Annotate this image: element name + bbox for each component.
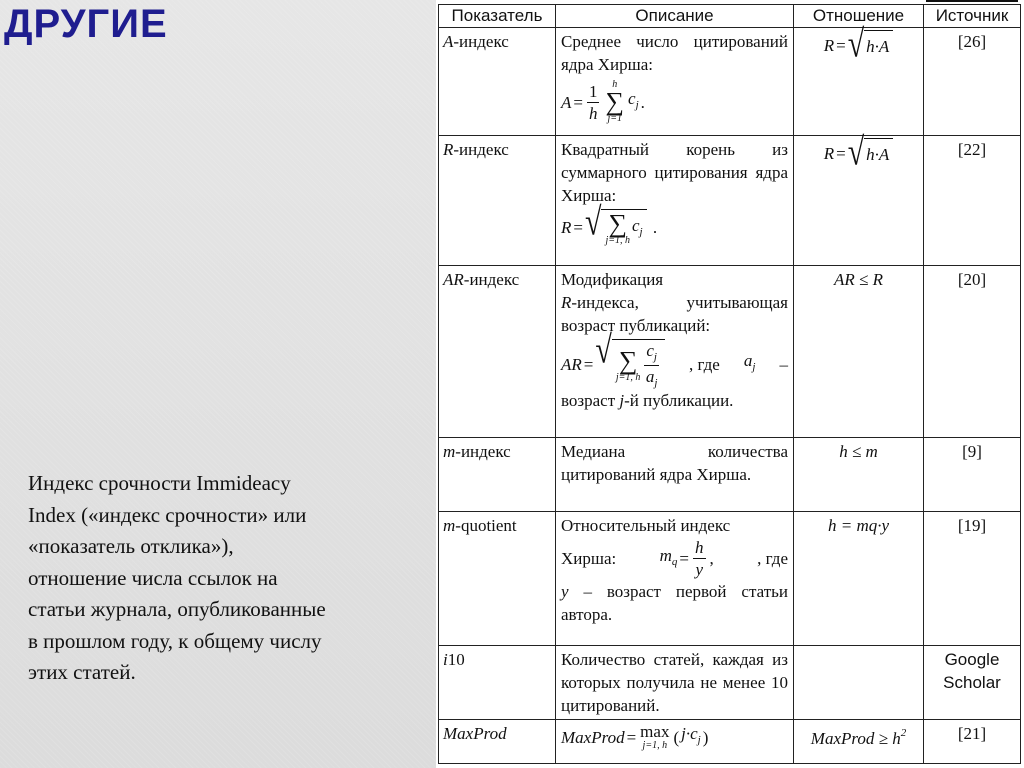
header-indicator: Показатель — [439, 5, 556, 28]
table-row — [439, 266, 1021, 438]
table-row — [439, 136, 1021, 266]
table-row — [439, 438, 1021, 512]
indicator-description: Среднее число цитирований ядра Хирша: A = $\frac{1}{h}$ h ∑ j=1 $c_j$ . — [556, 28, 794, 136]
indicator-name: R-индекс — [439, 136, 556, 266]
indicator-description: Модификация R-индекса, учитывающая возраст публикаций: AR = √ ∑ j=1, h $\frac{c_j}{a_j}$ , где $a_j$ – возраст j-й публикации. — [556, 266, 794, 438]
indicator-description: Медиана количества цитирований ядра Хирша. — [556, 438, 794, 512]
formula-r-index: R = √ ∑ j=1, h $c_j$ . — [561, 200, 658, 246]
indicator-name: m-индекс — [439, 438, 556, 512]
formula-m-quotient: Хирша: $m_q$ = $\frac{h}{y}$ , , где — [561, 538, 788, 579]
indicator-source: [9] — [924, 438, 1021, 512]
indicator-relation — [794, 130, 924, 266]
indicator-name: m-quotient — [439, 512, 556, 646]
table-row — [439, 28, 1021, 136]
header-description: Описание — [556, 5, 794, 28]
formula-ar-index: AR = √ ∑ j=1, h $\frac{c_j}{a_j}$ , где $a_j$ – — [561, 328, 788, 389]
indicator-source: Google Scholar — [924, 646, 1021, 720]
indices-table — [438, 4, 1021, 764]
relation-formula: R = √ h·A — [799, 138, 918, 168]
table-header-row — [439, 5, 1021, 28]
relation-formula: R = √ h·A — [799, 30, 918, 60]
top-tab-decoration — [926, 0, 1018, 2]
indicator-description: Количество статей, каждая из которых получила не менее 10 цитирований. — [556, 646, 794, 720]
indicator-relation: h = mq·y — [794, 512, 924, 646]
table-row — [439, 646, 1021, 720]
indicator-name: A-индекс — [439, 28, 556, 136]
indicator-name: i10 — [439, 646, 556, 720]
table-row — [439, 720, 1021, 764]
table-panel — [436, 0, 1024, 768]
side-description: Индекс срочности Immideacy Index («индекс срочности» или «показатель отклика»), отношение числа ссылок на статьи журнала, опубликованные в прошлом году, к общему числу этих статей. — [28, 471, 326, 684]
indicator-relation — [794, 646, 924, 720]
indicator-description: Квадратный корень из суммарного цитирования ядра Хирша: R = √ ∑ j=1, h $c_j$ . — [556, 136, 794, 266]
header-source: Источник — [924, 5, 1021, 28]
indicator-description: Относительный индекс Хирша: $m_q$ = $\frac{h}{y}$ , , где y – возраст первой статьи автора. — [556, 512, 794, 646]
indicator-name: MaxProd — [439, 720, 556, 764]
indicator-source: [22] — [924, 136, 1021, 266]
indicator-relation — [794, 22, 924, 136]
indicator-source: [19] — [924, 512, 1021, 646]
indicator-relation: h ≤ m — [794, 438, 924, 512]
indicator-relation: AR ≤ R — [794, 266, 924, 438]
formula-maxprod: MaxProd = max j=1, h ( $j\cdot c_j$ ) — [561, 722, 709, 751]
indicator-name: AR-индекс — [439, 266, 556, 438]
formula-a-index: A = $\frac{1}{h}$ h ∑ j=1 $c_j$ . — [561, 79, 645, 124]
indicator-source: [26] — [924, 28, 1021, 136]
slide-title: ДРУГИЕ — [4, 2, 168, 46]
indicator-description — [556, 720, 794, 764]
header-relation: Отношение — [794, 5, 924, 28]
indicator-relation: MaxProd ≥ $h^2$ — [794, 720, 924, 764]
indicator-source: [21] — [924, 720, 1021, 764]
indicator-source: [20] — [924, 266, 1021, 438]
table-row — [439, 512, 1021, 646]
